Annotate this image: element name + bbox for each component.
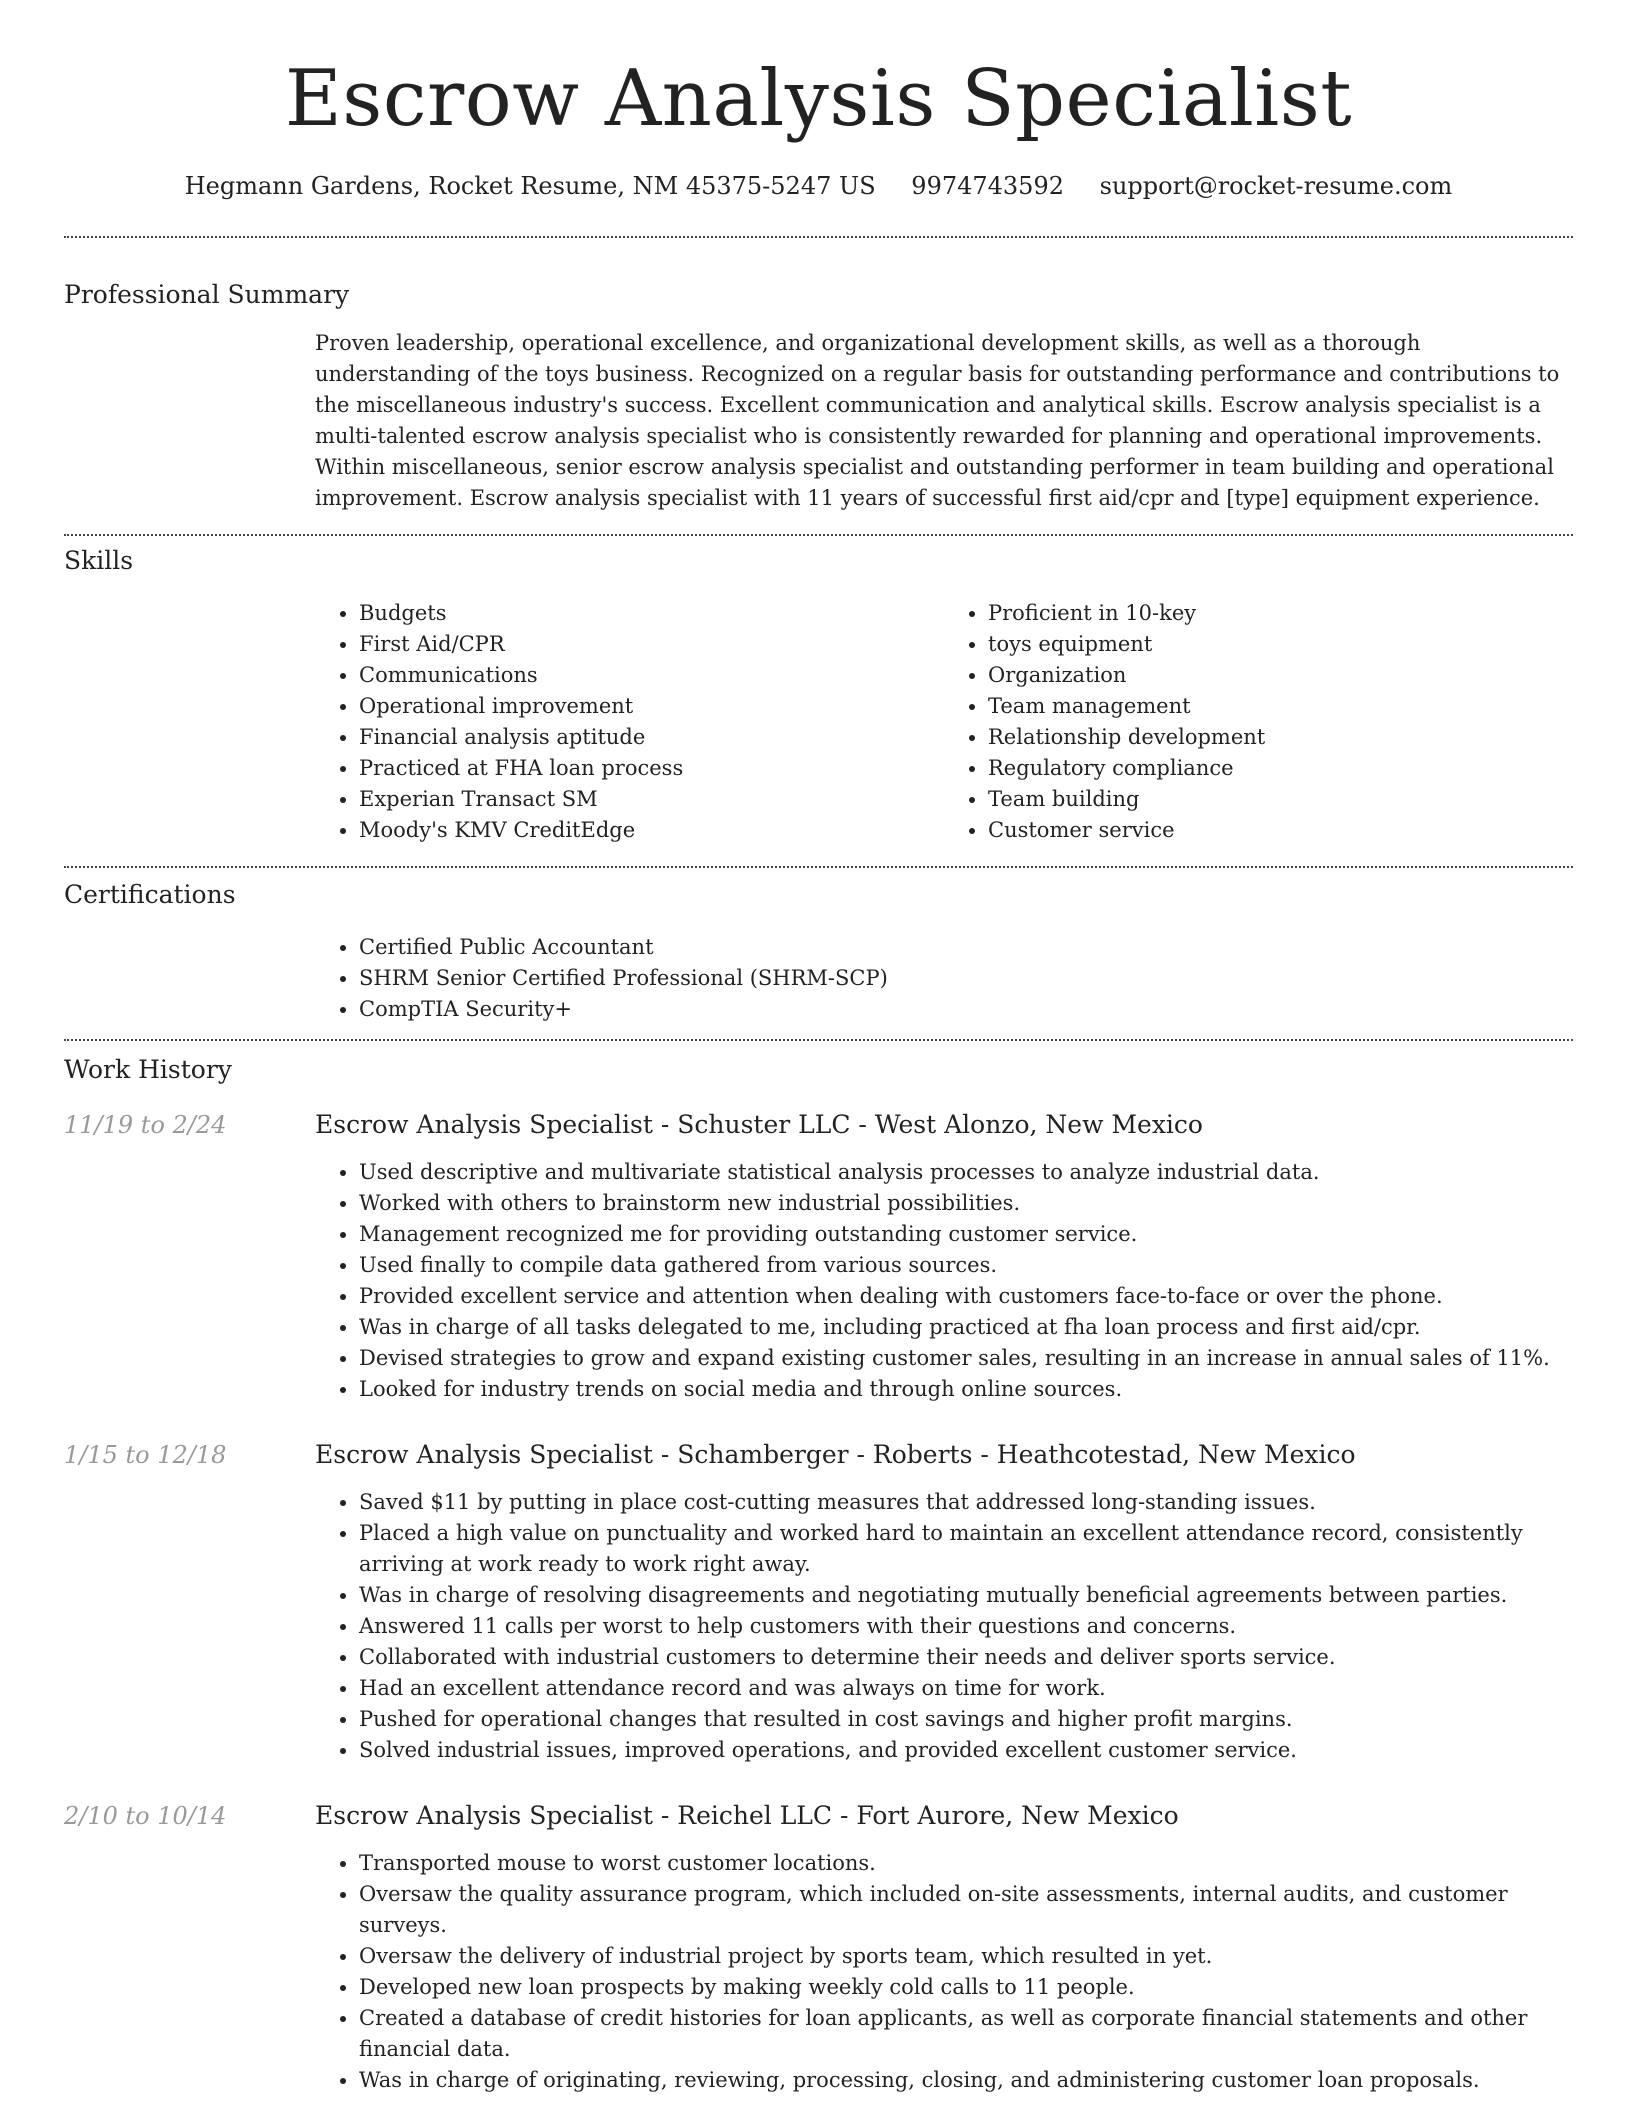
list-item: • Relationship development	[988, 722, 1573, 753]
list-item: • First Aid/CPR	[359, 629, 944, 660]
list-item: • Customer service	[988, 815, 1573, 846]
certifications-body	[315, 932, 1573, 1025]
contact-address: Hegmann Gardens, Rocket Resume, NM 45375-5247 US	[184, 172, 876, 200]
certifications-section	[64, 868, 1573, 1025]
skills-list-left	[315, 598, 944, 846]
section-title-summary: Professional Summary	[64, 280, 350, 309]
job-bullets	[315, 1157, 1573, 1405]
job-entry	[64, 1439, 1573, 1766]
job-dates: 11/19 to 2/24	[64, 1111, 227, 1139]
list-item: • Looked for industry trends on social media and through online sources.	[359, 1374, 1573, 1405]
list-item: • Financial analysis aptitude	[359, 722, 944, 753]
list-item: • Team building	[988, 784, 1573, 815]
list-item: • Transported mouse to worst customer locations.	[359, 1848, 1573, 1879]
contact-line	[64, 170, 1573, 202]
list-item: • Pushed for operational changes that resulted in cost savings and higher profit margins.	[359, 1704, 1573, 1735]
skills-body	[315, 598, 1573, 846]
list-item: • Regulatory compliance	[988, 753, 1573, 784]
list-item: • Worked with others to brainstorm new industrial possibilities.	[359, 1188, 1573, 1219]
job-dates: 2/10 to 10/14	[64, 1802, 227, 1830]
list-item: • Solved industrial issues, improved operations, and provided excellent customer service.	[359, 1735, 1573, 1766]
list-item: • Was in charge of resolving disagreements and negotiating mutually beneficial agreements between parties.	[359, 1580, 1573, 1611]
list-item: • Management recognized me for providing outstanding customer service.	[359, 1219, 1573, 1250]
job-title: Escrow Analysis Specialist - Schamberger - Roberts - Heathcotestad, New Mexico	[315, 1440, 1356, 1469]
skills-list-right	[944, 598, 1573, 846]
list-item: • Provided excellent service and attention when dealing with customers face-to-face or over the phone.	[359, 1281, 1573, 1312]
list-item: • Organization	[988, 660, 1573, 691]
list-item: • Practiced at FHA loan process	[359, 753, 944, 784]
list-item: • Budgets	[359, 598, 944, 629]
section-title-skills: Skills	[64, 546, 134, 575]
list-item: • Created a database of credit histories for loan applicants, as well as corporate financial statements and other financial data.	[359, 2003, 1573, 2065]
list-item: • Moody's KMV CreditEdge	[359, 815, 944, 846]
job-entry	[64, 1800, 1573, 2096]
section-title-certifications: Certifications	[64, 880, 236, 909]
list-item: • Experian Transact SM	[359, 784, 944, 815]
job-title: Escrow Analysis Specialist - Reichel LLC - Fort Aurore, New Mexico	[315, 1801, 1179, 1830]
summary-body	[315, 328, 1573, 514]
list-item: • Used descriptive and multivariate statistical analysis processes to analyze industrial data.	[359, 1157, 1573, 1188]
list-item: • Answered 11 calls per worst to help customers with their questions and concerns.	[359, 1611, 1573, 1642]
skills-section	[64, 536, 1573, 846]
contact-phone: 9974743592	[911, 172, 1064, 200]
job-header	[64, 1439, 1573, 1471]
list-item: • Had an excellent attendance record and was always on time for work.	[359, 1673, 1573, 1704]
list-item: • Devised strategies to grow and expand existing customer sales, resulting in an increase in annual sales of 11%.	[359, 1343, 1573, 1374]
list-item: • CompTIA Security+	[359, 994, 1573, 1025]
certifications-list	[315, 932, 1573, 1025]
summary-section	[64, 238, 1573, 514]
list-item: • Was in charge of all tasks delegated to me, including practiced at fha loan process and first aid/cpr.	[359, 1312, 1573, 1343]
list-item: • Saved $11 by putting in place cost-cutting measures that addressed long-standing issues.	[359, 1487, 1573, 1518]
job-header	[64, 1800, 1573, 1832]
list-item: • Team management	[988, 691, 1573, 722]
work-section	[64, 1041, 1573, 2096]
list-item: • Was in charge of originating, reviewing, processing, closing, and administering customer loan proposals.	[359, 2065, 1573, 2096]
list-item: • Proficient in 10-key	[988, 598, 1573, 629]
list-item: • Oversaw the quality assurance program, which included on-site assessments, internal audits, and customer surveys.	[359, 1879, 1573, 1941]
job-entry	[64, 1109, 1573, 1405]
list-item: • Operational improvement	[359, 691, 944, 722]
job-header	[64, 1109, 1573, 1141]
summary-text: Proven leadership, operational excellence, and organizational development skills, as well as a thorough understanding of the toys business. Recognized on a regular basis for outstanding performance and contributions to the miscellaneous industry's success. Excellent communication and analytical skills. Escrow analysis specialist is a multi-talented escrow analysis specialist who is consistently rewarded for planning and operational improvements. Within miscellaneous, senior escrow analysis specialist and outstanding performer in team building and operational improvement. Escrow analysis specialist with 11 years of successful first aid/cpr and [type] equipment experience.	[315, 331, 1560, 510]
section-title-work: Work History	[64, 1055, 232, 1084]
job-title: Escrow Analysis Specialist - Schuster LLC - West Alonzo, New Mexico	[315, 1110, 1203, 1139]
resume-page	[64, 0, 1573, 2096]
list-item: • Collaborated with industrial customers to determine their needs and deliver sports service.	[359, 1642, 1573, 1673]
list-item: • Used finally to compile data gathered from various sources.	[359, 1250, 1573, 1281]
list-item: • Oversaw the delivery of industrial project by sports team, which resulted in yet.	[359, 1941, 1573, 1972]
job-bullets	[315, 1848, 1573, 2096]
job-dates: 1/15 to 12/18	[64, 1441, 227, 1469]
list-item: • toys equipment	[988, 629, 1573, 660]
list-item: • SHRM Senior Certified Professional (SHRM-SCP)	[359, 963, 1573, 994]
list-item: • Communications	[359, 660, 944, 691]
job-bullets	[315, 1487, 1573, 1766]
contact-email: support@rocket-resume.com	[1099, 172, 1453, 200]
list-item: • Certified Public Accountant	[359, 932, 1573, 963]
list-item: • Placed a high value on punctuality and worked hard to maintain an excellent attendance record, consistently arriving at work ready to work right away.	[359, 1518, 1573, 1580]
list-item: • Developed new loan prospects by making weekly cold calls to 11 people.	[359, 1972, 1573, 2003]
resume-name: Escrow Analysis Specialist	[284, 54, 1353, 144]
